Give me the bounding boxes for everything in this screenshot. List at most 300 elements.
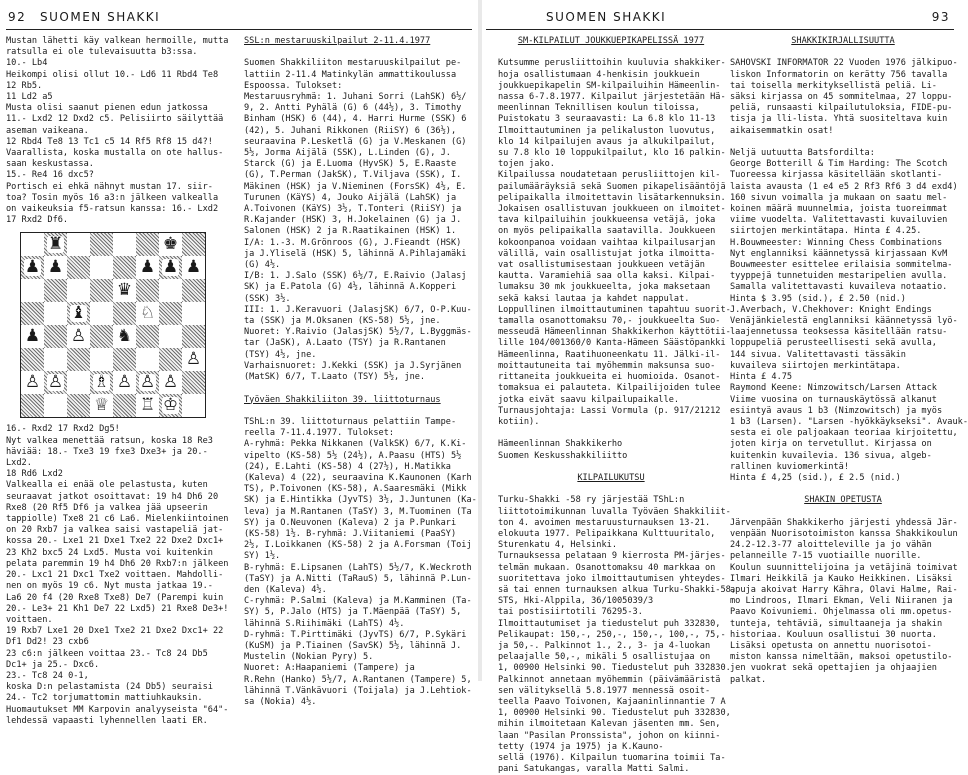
board-square <box>21 279 44 302</box>
text-line: Musta olisi saanut pienen edun jatkossa <box>6 103 208 114</box>
text-line: Turunen (KäYS) 4, Jouko Aijälä (LahSK) ja <box>244 192 457 203</box>
text-line: miston kanssa nimeltään, maksoi opetustilo- <box>730 652 953 663</box>
text-line: lille 104/001360/0 Kanta-Hämeen Säästöpankki <box>498 338 726 349</box>
chess-piece: ♝ <box>70 303 87 324</box>
text-line: 5½, Jorma Aijälä (SSK), L.Linden (G), J. <box>244 148 451 159</box>
text-line: Suomen Keskusshakkiliitto <box>498 450 628 461</box>
text-line: Suomen Shakkiliiton mestaruuskilpailut pe- <box>244 58 462 69</box>
text-line: Lxd2. <box>6 458 32 469</box>
board-square <box>21 256 44 279</box>
literature-column <box>730 36 968 686</box>
text-line: toa? Tosin myös 16 a3:n jälkeen valkealla <box>6 192 219 203</box>
text-line: pelipaikalla ilmoitettavin lisätarkennuksin. <box>498 192 726 203</box>
text-line: Portisch ei ehkä nähnyt mustan 17. siir- <box>6 181 213 192</box>
text-line: 1 b3 (Larsen). "Larsen -hyökkäykseksi". Avauk- <box>730 416 968 427</box>
text-line: lattiin 2-11.4 Matinkylän ammattikoulussa <box>244 69 457 80</box>
text-line: reella 7-11.4.1977. Tulokset: <box>244 428 395 439</box>
text-line: siirtojen merkintätapa. Hinta £ 4.25. <box>730 226 922 237</box>
text-line: 1, 00900 Helsinki 90. Tiedustelut puh 332830, <box>498 708 731 719</box>
text-line: Dc1+ ja 25.- Dxc6. <box>6 659 100 670</box>
board-square <box>159 348 182 371</box>
text-line: (TSY) 4½, jne. <box>244 349 317 360</box>
header-rule <box>486 29 954 30</box>
board-square <box>67 302 90 325</box>
text-line: Palkinnot annetaan myöhemmin (päivämääristä <box>498 674 721 685</box>
text-line: tojen jako. <box>498 159 555 170</box>
game-annotation-column <box>6 36 234 727</box>
text-line: TS), P.Toivonen (KS-58), A.Saaresmäki (Mikk <box>244 484 467 495</box>
text-line: moittautuneita tai myöhemmin maksunsa suo- <box>498 360 716 371</box>
text-line: mihin ilmoitetaan Kalevan jäsenten mm. Sen, <box>498 719 721 730</box>
header-rule <box>6 29 472 30</box>
board-square <box>113 233 136 256</box>
text-line: 16.- Rxd2 17 Rxd2 Dg5! <box>6 424 120 435</box>
chess-piece: ♙ <box>185 349 202 370</box>
text-line: (KS-58) 1½. B-ryhmä: J.Viitaniemi (PaaSY) <box>244 528 457 539</box>
board-square <box>182 302 205 325</box>
text-line: Kilpailussa noudatetaan perusliittojen kil- <box>498 170 721 181</box>
text-line: Paavo Koivuniemi. Ohjelmassa oli mm.opetus- <box>730 607 953 618</box>
text-line: Työväen Shakkiliiton 39. liittoturnaus <box>244 394 441 405</box>
text-line: laan "Pasilan Pronssista", johon on kiinni- <box>498 730 721 741</box>
text-line: 17 Rxd2 Df6. <box>6 215 69 226</box>
text-line: voittaen. <box>6 614 53 625</box>
text-line: Sturenkatu 4, Helsinki. <box>498 540 617 551</box>
text-line: 20.- Lxc1 21 Dxc1 Txe2 voittaen. Mahdolli- <box>6 570 224 581</box>
text-line: H.Bouwmeester: Winning Chess Combinations <box>730 237 943 248</box>
text-line: Mustan lähetti käy valkean hermoille, mutta <box>6 36 229 46</box>
text-line: liittotoimikunnan luvalla Työväen Shakkiliit- <box>498 506 731 517</box>
text-line: palkat. <box>730 674 767 685</box>
text-line: (MatSK) 6/7, T.Laato (TSY) 5½, jne. <box>244 372 426 383</box>
text-line: ta (SSK) ja M.Oksanen (KS-58) 5½, jne. <box>244 316 441 327</box>
text-line: Starck (G) ja E.Luoma (HyvSK) 5, E.Raaste <box>244 159 457 170</box>
text-line: nen on myös 19 c6. Nyt musta jatkaa 19.- <box>6 581 213 592</box>
board-square <box>136 394 159 417</box>
text-line: Salonen (HSK) 2 ja R.Raatikainen (HSK) 1. <box>244 226 457 237</box>
left-page <box>0 0 478 726</box>
text-line: R.Rehn (Hanko) 5½/7, A.Rantanen (Tampere) 5, <box>244 674 472 685</box>
text-line: Jokaisen osallistuvan joukkueen on ilmoitet- <box>498 204 726 215</box>
text-line: sesta ei ole paljoakaan teoriaa kirjoitettu, <box>730 428 958 439</box>
text-line: Kutsumme perusliittoihin kuuluvia shakkiker- <box>498 58 726 69</box>
text-line: 12 Rbd4 Te8 13 Tc1 c5 14 Rf5 Rf8 15 d4?! <box>6 136 213 147</box>
text-line: lehdessä vapaasti lyhennellen laati ER. <box>6 715 208 726</box>
board-square <box>136 279 159 302</box>
text-line: liskon Informatorin on kerätty 756 tavalla <box>730 69 948 80</box>
chess-piece: ♟ <box>24 326 41 347</box>
text-line: on 20 Rxb7 ja valkea saisi vastapeliä jat- <box>6 525 224 536</box>
text-line: telmän mukaan. Osanottomaksu 40 markkaa on <box>498 562 716 573</box>
page-number: 93 <box>931 10 950 24</box>
text-line: A.Toivonen (KäYS) 3½, T.Tonteri (RiiSY) ja <box>244 204 462 215</box>
text-line: pani Satukangas, varalla Matti Salmi. <box>498 764 690 775</box>
chess-piece: ♖ <box>139 395 156 416</box>
text-line: Ilmoittautumiset ja tiedustelut puh 332830, <box>498 618 721 629</box>
text-line: sä tai ennen turnauksen alkua Turku-Shakki-58, <box>498 584 736 595</box>
text-line: apuja akoivat Harry Kähra, Olavi Halme, Rai- <box>730 584 958 595</box>
text-line: SK) ja E.Hintikka (JyvTS) 3½, J.Juntunen (Ka- <box>244 495 477 506</box>
results-text <box>244 36 477 708</box>
text-line: SHAKKIKIRJALLISUUTTA <box>791 36 895 46</box>
text-line: A-ryhmä: Pekka Nikkanen (ValkSK) 6/7, K.Ki- <box>244 439 467 450</box>
text-line: Hinta $ 3.95 (sid.), £ 2.50 (nid.) <box>730 293 906 304</box>
announcements-column <box>498 36 736 775</box>
text-line: kautta. Varamiehiä saa olla kaksi. Kilpai- <box>498 271 716 282</box>
text-line: tava kilpailuihin joukkueensa vetäjä, joka <box>498 215 716 226</box>
text-line: venpään Nuorisotoimiston kanssa Shakkikoulun <box>730 528 958 539</box>
text-line: Binham (HSK) 6 (44), 4. Harri Hurme (SSK) 6 <box>244 114 467 125</box>
board-square <box>21 302 44 325</box>
text-line: rittaneita joukkueita ei huomioida. Osanot- <box>498 372 721 383</box>
text-line: laista avausta (1 e4 e5 2 Rf3 Rf6 3 d4 exd4) <box>730 181 958 192</box>
text-line: SAHOVSKI INFORMATOR 22 Vuoden 1976 jälkipuo- <box>730 58 958 69</box>
board-square <box>136 348 159 371</box>
text-line: SHAKIN OPETUSTA <box>804 495 882 506</box>
text-line: Mestaruusryhmä: 1. Juhani Sorri (LahSK) 6½/ <box>244 92 467 103</box>
text-line: tamalla osanottomaksu 70,- joukkueelta Suo- <box>498 316 721 327</box>
board-square <box>113 348 136 371</box>
text-line: Mustelin (Nokian Pyry) 5. <box>244 652 374 663</box>
text-line: 160 sivun voimalla ja mukaan on saatu mel- <box>730 192 948 203</box>
chess-piece: ♜ <box>47 234 64 255</box>
chess-piece: ♙ <box>139 372 156 393</box>
text-line: vipelto (KS-58) 5½ (24½), A.Paasu (HTS) 5½ <box>244 450 462 461</box>
board-square <box>113 256 136 279</box>
text-line: meenlinnan Teknillisen koulun tiloissa, <box>498 103 700 114</box>
board-square <box>44 325 67 348</box>
text-line: kuvaileva siirtojen merkintätapa. <box>730 360 901 371</box>
annotation-text-bottom <box>6 424 234 726</box>
text-line: 24.2-12.3-77 aloitteleville ja jo vähän <box>730 540 932 551</box>
board-square <box>44 256 67 279</box>
board-square <box>136 233 159 256</box>
text-line: Koulun suunnittelijoina ja vetäjinä toimivat <box>730 562 958 573</box>
text-line: välillä, vain osallistujat jotka ilmoitta- <box>498 248 716 259</box>
text-line <box>498 428 724 439</box>
board-square <box>21 325 44 348</box>
text-line: SY) 5, P.Jalo (HTS) ja T.Mäenpää (TaSY) 5, <box>244 607 462 618</box>
text-line <box>244 406 474 417</box>
text-line: seuraavina P.Lesketlä (G) ja V.Meskanen (G) <box>244 136 467 147</box>
text-line: su 7.8 klo 10 loppukilpailut, klo 16 palkin- <box>498 148 726 159</box>
board-square <box>90 233 113 256</box>
text-line: Lisäksi opetusta on annettu nuorisotoi- <box>730 640 932 651</box>
text-line: pelata paremmin 19 h4 Dh6 20 Rxb7:n jälkeen <box>6 558 229 569</box>
text-line: Nyt valkea menettää ratsun, koska 18 Re3 <box>6 435 213 446</box>
text-line: SK) ja E.Patola (G) 4½, lähinnä A.Kopperi <box>244 282 457 293</box>
board-square <box>90 279 113 302</box>
board-square <box>44 302 67 325</box>
board-square <box>67 256 90 279</box>
board-square <box>182 348 205 371</box>
text-line: tetty (1974 ja 1975) ja K.Kauno- <box>498 741 664 752</box>
board-square <box>90 302 113 325</box>
text-line <box>498 47 724 58</box>
text-line: tisja ja lli-lista. Yhtä suositeltava kuin <box>730 114 948 125</box>
text-line: SY) ja O.Neuvonen (Kaleva) 2 ja P.Punkari <box>244 517 457 528</box>
board-square <box>90 325 113 348</box>
text-line: Bouwmeester esittelee erilaisia sommitelma- <box>730 260 953 271</box>
text-line: KILPAILUKUTSU <box>577 472 645 483</box>
text-line: (42), 5. Juhani Rikkonen (RiiSY) 6 (36½), <box>244 125 457 136</box>
text-line: säksi kirjassa on 45 sommitelmaa, 27 loppu- <box>730 92 953 103</box>
text-line: on vaikeuksia f5-ratsun kanssa: 16.- Lxd2 <box>6 204 219 215</box>
text-line: 18 Rd6 Lxd2 <box>6 469 63 480</box>
text-line: Viime vuosina on turnauskäytössä alkanut <box>730 394 937 405</box>
text-line: 9, 2. Antti Pyhälä (G) 6 (44½), 3. Timothy <box>244 103 462 114</box>
text-line: Turnausjohtaja: Lassi Vormula (p. 917/21212 <box>498 405 721 416</box>
text-line: ja 50,-. Palkinnot 1., 2., 3- ja 4-luokan <box>498 640 711 651</box>
text-line: ton 4. avoimen mestaruusturnauksen 13-21. <box>498 517 711 528</box>
chess-piece: ♕ <box>93 395 110 416</box>
text-line: Loppullinen ilmoittautuminen tapahtuu suorit- <box>498 304 731 315</box>
board-square <box>113 279 136 302</box>
text-line: 144 sivua. Valitettavasti tässäkin <box>730 349 906 360</box>
board-square <box>159 279 182 302</box>
text-line: 1, 00900 Helsinki 90. Tiedustelut puh 332830. <box>498 663 731 674</box>
text-line: SM-KILPAILUT JOUKKUEPIKAPELISSÄ 1977 <box>517 36 705 46</box>
text-line: Venäjänkielestä englanniksi käännetyssä lyö- <box>730 316 958 327</box>
board-square <box>113 325 136 348</box>
board-square <box>90 394 113 417</box>
text-line: Nyt englanniksi käännetyssä kirjassaan KvM <box>730 248 948 259</box>
text-line <box>244 47 474 58</box>
text-line: leva) ja M.Rantanen (TaSY) 3, M.Tuominen (Ta <box>244 506 472 517</box>
board-square <box>159 256 182 279</box>
board-square <box>67 279 90 302</box>
chess-diagram <box>20 232 206 418</box>
text-line: tyyppejä tunnetuiden mestaripelien avulla. <box>730 271 948 282</box>
text-line: Valkealla ei enää ole pelastusta, kuten <box>6 480 208 491</box>
text-line: 19 Rxb7 Lxe1 20 Dxe1 Txe2 21 Dxe2 Dxc1+ 22 <box>6 626 224 637</box>
text-line: pailumääräyksiä sekä Suomen pikapelisääntöjä <box>498 181 726 192</box>
text-line: pelaajalle 50,-, mikäli 5 osallistujaa on <box>498 652 711 663</box>
chess-piece: ♟ <box>139 257 156 278</box>
board-square <box>182 256 205 279</box>
text-line: kuitenkin kuvailevia. 136 sivua, algeb- <box>730 450 932 461</box>
text-line: peliä, runsaasti kilpailutuloksia, FIDE-pu- <box>730 103 953 114</box>
text-line: laajennetussa teoksessa käsitellään ratsu- <box>730 327 948 338</box>
text-line: C-ryhmä: P.Salmi (Kaleva) ja M.Kamminen (Ta- <box>244 596 472 607</box>
text-line: I/A: 1.-3. M.Grönroos (G), J.Fieandt (HSK) <box>244 237 462 248</box>
text-line: Hinta £ 4.75 <box>730 372 793 383</box>
text-line: tunteja, tehtäviä, simultaaneja ja shakin <box>730 618 943 629</box>
board-square <box>67 394 90 417</box>
text-line: Hämeenlinnan Shakkikerho <box>498 439 623 450</box>
text-line: Rxe8 (20 Rf5 Df6 ja valkea jää upseerin <box>6 502 208 513</box>
text-line: suoritettava joko ilmoittautumisen yhteydes- <box>498 573 726 584</box>
text-line: Nuoret: A:Haapaniemi (Tampere) ja <box>244 663 415 674</box>
text-line <box>498 462 724 473</box>
text-line: lähinnä T.Vänkävuori (Toijala) ja J.Lehtiok- <box>244 685 472 696</box>
text-line: 24.- Tc2 torjumattomin mattiuhkauksin. <box>6 693 203 704</box>
chess-piece: ♔ <box>162 395 179 416</box>
running-header: SUOMEN SHAKKI <box>40 10 161 24</box>
chess-piece: ♘ <box>139 303 156 324</box>
text-line <box>730 137 956 148</box>
text-line: seuraavat jatkot osoittavat: 19 h4 Dh6 20 <box>6 491 219 502</box>
text-line <box>730 507 956 518</box>
text-line: TShL:n 39. liittoturnaus pelattiin Tampe- <box>244 416 457 427</box>
text-line: B-ryhmä: E.Lipsanen (LahTS) 5½/7, K.Weckroth <box>244 562 472 573</box>
text-line: lähinnä S.Riihimäki (LahTS) 4½. <box>244 618 405 629</box>
text-line: kossa 20.- Lxe1 21 Dxe1 Txe2 22 Dxe2 Dxc1+ <box>6 536 224 547</box>
text-line: kotiin). <box>498 416 540 427</box>
chess-piece: ♙ <box>162 372 179 393</box>
text-line: 12 Rb5. <box>6 80 43 91</box>
text-line: jotka eivät saavu kilpailupaikalle. <box>498 394 680 405</box>
text-line: tar (JaSK), A.Laato (TSY) ja R.Rantanen <box>244 338 446 349</box>
text-line: häviää: 18.- Txe3 19 fxe3 Dxe3+ ja 20.- <box>6 446 208 457</box>
text-line: 11.- Lxd2 12 Dxd2 c5. Pelisiirto säilyttää <box>6 114 224 125</box>
text-line: aikaisemmatkin osat! <box>730 125 834 136</box>
text-line: jen vuokrat sekä opettajien ja ohjaajien <box>730 663 937 674</box>
chess-piece: ♙ <box>47 372 64 393</box>
text-line: (KuSM) ja P.Tiainen (SavSK) 5½, lähinnä J. <box>244 640 462 651</box>
board-square <box>182 325 205 348</box>
text-line: Vaarallista, koska mustalla on ote hallus- <box>6 148 224 159</box>
board-square <box>182 233 205 256</box>
board-square <box>21 371 44 394</box>
chess-piece: ♙ <box>70 326 87 347</box>
text-line: tai postisiirtotili 76295-3. <box>498 607 643 618</box>
chess-piece: ♟ <box>24 257 41 278</box>
text-line: Nuoret: Y.Raivio (JalasjSK) 5½/7, L.Byggmäs- <box>244 327 472 338</box>
text-line: messeudä Hämeenlinnan Shakkikerhon käyttötii- <box>498 327 731 338</box>
board-square <box>67 325 90 348</box>
text-line: pelanneille 7-15 vuotiaille nuorille. <box>730 551 922 562</box>
text-line: vat osallistumisestaan joukkueen vetäjän <box>498 260 705 271</box>
text-line: 23 Kh2 bxc5 24 Lxd5. Musta voi kuitenkin <box>6 547 213 558</box>
text-line: sekä kaksi lautaa ja kahdet nappulat. <box>498 293 690 304</box>
board-square <box>67 233 90 256</box>
board-square <box>159 325 182 348</box>
text-line: Neljä uutuutta Batsfordilta: <box>730 148 875 159</box>
text-line: (TaSY) ja A.Nitti (TaRauS) 5, lähinnä P.Lun- <box>244 573 472 584</box>
text-line: viime vuodelta. Valitettavasti kuvailuvien <box>730 215 948 226</box>
literature-text <box>730 36 968 686</box>
text-line: 15.- Re4 16 dxc5? <box>6 170 94 181</box>
text-line: SY) 1½. <box>244 551 281 562</box>
text-line: historiaa. Kouluun osallistui 30 nuorta. <box>730 629 937 640</box>
text-line: Puistokatu 3 seuraavasti: La 6.8 klo 11-13 <box>498 114 716 125</box>
text-line: den (Kaleva) 4½. <box>244 584 327 595</box>
text-line: joukkuepikapelin SM-kilpailuihin Hämeenlin- <box>498 80 721 91</box>
text-line: saan keskustassa. <box>6 159 94 170</box>
chess-piece: ♙ <box>116 372 133 393</box>
chess-piece: ♟ <box>162 257 179 278</box>
board-square <box>136 256 159 279</box>
text-line: kokoonpanoa voidaan vaihtaa kilpailusarjan <box>498 237 716 248</box>
text-line: (SSK) 3½. <box>244 293 291 304</box>
chess-piece: ♙ <box>24 372 41 393</box>
text-line: tai toisella merkityksellistä peliä. Li- <box>730 80 937 91</box>
board-square <box>159 233 182 256</box>
text-line: Mäkinen (HSK) ja V.Nieminen (ForsSK) 4½, E. <box>244 181 467 192</box>
text-line <box>244 383 474 394</box>
board-square <box>44 279 67 302</box>
text-line: Tuoreessa kirjassa käsitellään skotlanti- <box>730 170 943 181</box>
text-line: (G), T.Perman (JakSK), T.Viljava (SSK), I. <box>244 170 462 181</box>
board-square <box>90 348 113 371</box>
text-line: sellä (1976). Kilpailun tuomarina toimii Ta- <box>498 753 726 763</box>
board-square <box>67 348 90 371</box>
text-line: koinen määrä muunnelmia, joista tuoreimmat <box>730 204 948 215</box>
text-line: La6 20 f4 (20 Rxe8 Txe8) De7 (Parempi kuin <box>6 592 224 603</box>
board-square <box>21 348 44 371</box>
text-line: Turku-Shakki -58 ry järjestää TShL:n <box>498 495 685 506</box>
text-line: rallinen kuviomerkintä! <box>730 461 849 472</box>
text-line: Hämeenlinna, Raatihuoneenkatu 11. Jälki-il- <box>498 349 721 360</box>
text-line: mo Lindroos, Ilmari Ekman, Veli Niiranen ja <box>730 596 953 607</box>
text-line: Järvenpään Shakkikerho järjesti yhdessä Jär- <box>730 517 958 528</box>
text-line: loppupeliä perusteellisesti sekä avulla, <box>730 338 937 349</box>
board-square <box>113 394 136 417</box>
text-line: III: 1. J.Keravuori (JalasjSK) 6/7, O-P.Kuu- <box>244 304 472 315</box>
text-line: Turnauksessa pelataan 9 kierrosta PM-järjes- <box>498 551 726 562</box>
board-square <box>44 394 67 417</box>
text-line: koska D:n pelastamista (24 Db5) seuraisi <box>6 682 213 693</box>
text-line: on myös pelipaikalla saatavilla. Joukkueen <box>498 226 716 237</box>
text-line: lumaksu 30 mk joukkueelta, joka maksetaan <box>498 282 711 293</box>
announcements-text <box>498 36 736 775</box>
board-square <box>21 233 44 256</box>
board-square <box>90 371 113 394</box>
text-line: 23 c6:n jälkeen voittaa 23.- Tc8 24 Db5 <box>6 648 208 659</box>
text-line: ratsulla ei ole tulevaisuutta b3:ssa. <box>6 47 198 58</box>
text-line: Hinta £ 4,25 (sid.), £ 2.5 (nid.) <box>730 472 901 483</box>
page-number: 92 <box>8 10 27 24</box>
text-line: joten kirja on tervetullut. Kirjassa on <box>730 439 932 450</box>
board-square <box>44 348 67 371</box>
board-square <box>44 233 67 256</box>
text-line: hoja osallistumaan 4-henkisin joukkuein <box>498 69 700 80</box>
board-square <box>159 394 182 417</box>
text-line: George Botterill & Tim Harding: The Scotch <box>730 159 948 170</box>
text-line: Df1 Dd2! 23 cxb6 <box>6 637 89 648</box>
chess-piece: ♟ <box>47 257 64 278</box>
text-line: Espoossa. Tulokset: <box>244 80 343 91</box>
text-line: SSL:n mestaruuskilpailut 2-11.4.1977 <box>244 36 431 46</box>
text-line: STS, Hki-Alppila, 36/1005039/3 <box>498 596 654 607</box>
text-line: I/B: 1. J.Salo (SSK) 6½/7, E.Raivio (Jalasj <box>244 271 467 282</box>
text-line: Varhaisnuoret: J.Kekki (SSK) ja J.Syrjänen <box>244 360 462 371</box>
text-line: (G) 4½. <box>244 260 281 271</box>
board-square <box>159 302 182 325</box>
running-header: SUOMEN SHAKKI <box>546 10 667 24</box>
results-column <box>244 36 477 708</box>
text-line: esiintyä avaus 1 b3 (Nimzowitsch) ja myös <box>730 405 943 416</box>
text-line <box>730 484 956 495</box>
annotation-text-top <box>6 36 234 226</box>
board-square <box>113 371 136 394</box>
text-line: ja J.Yliselä (HSK) 5, lähinnä A.Pihlajamäki <box>244 248 467 259</box>
text-line: teella Paavo Toivonen, Kajaaninlinnantie 7 A <box>498 696 726 707</box>
text-line: tomaksua ei palauteta. Kilpailijoiden tulee <box>498 383 721 394</box>
board-square <box>136 325 159 348</box>
text-line: aseman vaikeana. <box>6 125 89 136</box>
text-line: nassa 6-7.8.1977. Kilpailut järjestetään Hä- <box>498 92 726 103</box>
board-square <box>136 302 159 325</box>
text-line: sa (Nokia) 4½. <box>244 696 317 707</box>
text-line: Raymond Keene: Nimzowitsch/Larsen Attack <box>730 383 937 394</box>
text-line: D-ryhmä: T.Pirttimäki (JyvTS) 6/7, P.Sykäri <box>244 629 467 640</box>
board-square <box>182 279 205 302</box>
text-line: 23.- Tc8 24 0-1, <box>6 670 89 681</box>
text-line: sen välityksellä 5.8.1977 mennessä osoit- <box>498 685 711 696</box>
chess-piece: ♞ <box>116 326 133 347</box>
